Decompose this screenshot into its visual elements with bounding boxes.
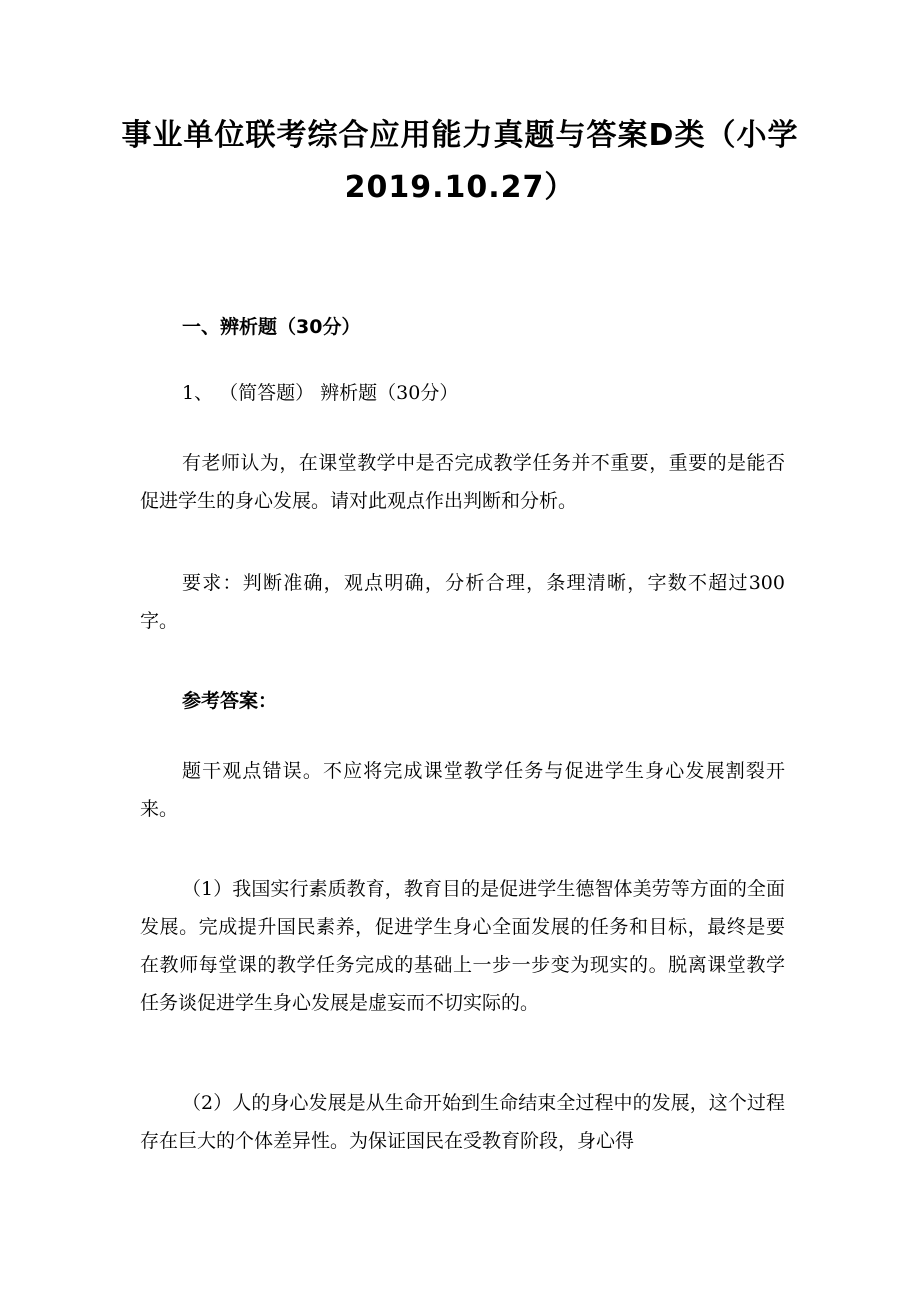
answer-point-2: （2）人的身心发展是从生命开始到生命结束全过程中的发展，这个过程存在巨大的个体差异性。为保证国民在受教育阶段，身心得 [140,1092,785,1152]
answer-intro: 题干观点错误。不应将完成课堂教学任务与促进学生身心发展割裂开来。 [140,760,785,820]
answer-point-1: （1）我国实行素质教育，教育目的是促进学生德智体美劳等方面的全面发展。完成提升国民素养，促进学生身心全面发展的任务和目标，最终是要在教师每堂课的教学任务完成的基础上一步一步变为现实的。脱离课堂教学任务谈促进学生身心发展是虚妄而不切实际的。 [140,878,785,1014]
answer-heading: 参考答案： [182,690,278,712]
document-title: 事业单位联考综合应用能力真题与答案D类（小学2019.10.27） [121,118,799,205]
section-heading: 一、辨析题（30分） [182,316,361,338]
requirements-text: 要求：判断准确，观点明确，分析合理，条理清晰，字数不超过300字。 [140,572,785,632]
question-label: 1、 （简答题） 辨析题（30分） [182,382,459,404]
question-text: 有老师认为，在课堂教学中是否完成教学任务并不重要，重要的是能否促进学生的身心发展。请对此观点作出判断和分析。 [140,452,785,512]
